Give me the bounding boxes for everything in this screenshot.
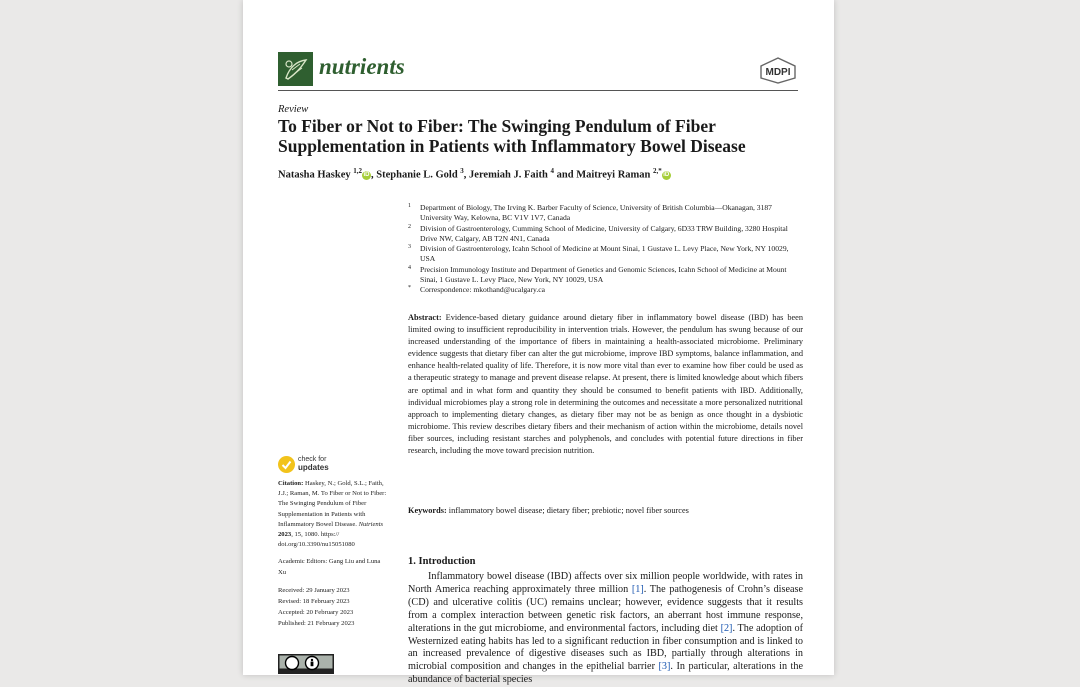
article-type: Review bbox=[278, 104, 309, 115]
journal-logo-icon bbox=[278, 52, 313, 86]
reference-link[interactable]: [1] bbox=[631, 583, 644, 595]
author-list: Natasha Haskey $^{1,2}$ iD , Stephanie L. Gold $^3$, Jeremiah J. Faith $^4$ and Maitreyi Raman $^{2,*}$ iD bbox=[278, 167, 670, 181]
affiliation-item: 3 Division of Gastroenterology, Icahn School of Medicine at Mount Sinai, 1 Gustave L. Levy Place, New York, NY 10029, USA bbox=[408, 244, 789, 264]
paper-page bbox=[243, 0, 834, 686]
sidebar-metadata bbox=[278, 479, 388, 636]
introduction-paragraph: Inflammatory bowel disease (IBD) affects over six million people worldwide, with rates in North America reaching approximately three million [1]. The pathogenesis of Crohn’s disease (CD) and ulcerative colitis (UC) remains unclear; however, evidence suggests that it results from a complex interaction between genetic risk factors, an aberrant host immune response, alterations in the gut microbiome, and environmental factors, including diet [2]. The adoption of Westernized eating habits has led to a significant reduction in fiber consumption and is linked to an increased prevalence of digestive diseases such as IBD, partially through alterations in microbial composition and changes in the epithelial barrier [3]. In particular, alterations in the abundance of bacterial species bbox=[408, 571, 804, 686]
author-name: Maitreyi Raman bbox=[576, 169, 651, 181]
abstract-label: Abstract: bbox=[408, 313, 442, 322]
affiliation-item: 2 Division of Gastroenterology, Cumming School of Medicine, University of Calgary, 6D33 TRW Building, 3280 Hospital Drive NW, Calgary, AB T2N 4N1, Canada bbox=[408, 223, 788, 243]
check-for-updates-badge[interactable] bbox=[278, 456, 378, 476]
citation: Citation: Haskey, N.; Gold, S.L.; Faith, J.J.; Raman, M. To Fiber or Not to Fiber: The Swinging Pendulum of Fiber Supplementation in Patients with Inflammatory Bowel Disease. Nutrients 2023, 15, 1080. https:// doi.org/10.3390/nu15051080 bbox=[278, 480, 387, 549]
check-updates-label: check for updates bbox=[298, 456, 329, 472]
keywords-label: Keywords: bbox=[408, 506, 447, 515]
section-heading: 1. Introduction bbox=[408, 556, 476, 567]
affiliation-item: 4 Precision Immunology Institute and Department of Genetics and Genomic Sciences, Icahn School of Medicine at Mount Sinai, 1 Gustave L. Levy Place, New York, NY 10029, USA bbox=[408, 264, 787, 285]
mdpi-logo bbox=[757, 56, 799, 84]
abstract-text: Evidence-based dietary guidance around dietary fiber in inflammatory bowel disease (IBD) has been limited owing to insufficient reproducibility in intervention trials. However, the pendulum has swung because of our increased understanding of the importance of fibers in maintaining a health-associated microbiome. Preliminary evidence suggests that dietary fiber can alter the gut microbiome, improve IBD symptoms, balance inflammation, and enhance health-related quality of life. Therefore, it is now more vital than ever to examine how fiber could be used as a therapeutic strategy to manage and prevent disease relapse. At present, there is limited knowledge about which fibers are optimal and in what form and quantity they should be consumed to benefit patients with IBD. Additionally, individual microbiomes play a strong role in determining the outcomes and necessitate a more personalized nutritional approach to implementing dietary changes, as dietary fiber may not be as benign as once thought in a dysbiotic microbiome. This review describes dietary fibers and their mechanism of action within the microbiome, details novel fiber sources, including resistant starches and polyphenols, and concludes with potential future directions in fiber research, including the move toward precision nutrition. bbox=[408, 313, 803, 456]
author-name: Jeremiah J. Faith bbox=[469, 169, 548, 181]
reference-link[interactable]: [2] bbox=[720, 622, 733, 634]
abstract bbox=[408, 312, 803, 457]
reference-link[interactable]: [3] bbox=[658, 661, 671, 673]
author-affil: 1,2 bbox=[353, 167, 363, 175]
affiliation-item: * Correspondence: mkothand@ucalgary.ca bbox=[408, 285, 545, 295]
affiliations bbox=[408, 203, 803, 296]
keywords bbox=[408, 505, 803, 517]
orcid-icon[interactable]: iD bbox=[363, 171, 370, 178]
orcid-icon[interactable]: iD bbox=[663, 171, 670, 178]
journal-name: nutrients bbox=[319, 54, 405, 79]
author-name: Natasha Haskey bbox=[278, 169, 351, 181]
cc-by-license-icon[interactable] bbox=[278, 654, 334, 674]
affiliation-item: 1 Department of Biology, The Irving K. Barber Faculty of Science, University of British Columbia—Okanagan, 3187 University Way, Kelowna, BC V1V 1V7, Canada bbox=[408, 203, 772, 223]
check-updates-icon bbox=[278, 456, 295, 473]
author-affil: 4 bbox=[550, 167, 555, 175]
doi-link[interactable]: https:// doi.org/10.3390/nu15051080 bbox=[278, 531, 355, 549]
author-affil: 3 bbox=[460, 167, 464, 175]
keywords-text: inflammatory bowel disease; dietary fiber; prebiotic; novel fiber sources bbox=[448, 506, 689, 515]
author-name: Stephanie L. Gold bbox=[376, 169, 458, 181]
academic-editors: Academic Editors: Gang Liu and Luna Xu bbox=[278, 558, 381, 576]
dates: Received: 29 January 2023 Revised: 18 February 2023 Accepted: 20 February 2023 Published: 21 February 2023 bbox=[278, 586, 355, 627]
article-title: To Fiber or Not to Fiber: The Swinging Pendulum of Fiber Supplementation in Patients with Inflammatory Bowel Disease bbox=[278, 116, 746, 156]
author-affil: 2,* bbox=[653, 167, 662, 175]
header-rule bbox=[278, 90, 798, 91]
svg-text:MDPI: MDPI bbox=[765, 67, 791, 78]
